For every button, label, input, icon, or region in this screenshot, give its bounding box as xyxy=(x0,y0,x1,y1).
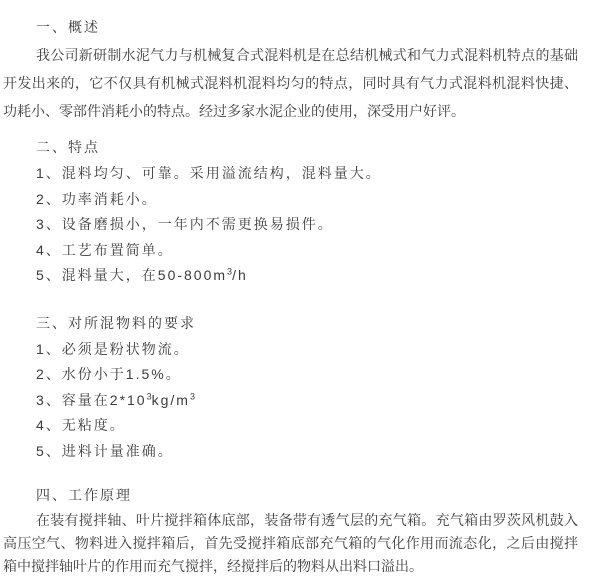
section-heading-features: 二、特点 xyxy=(36,139,100,155)
section-heading-overview: 一、概述 xyxy=(36,19,100,35)
section-working-principle xyxy=(3,481,578,578)
list-item: 5、进料计量准确。 xyxy=(36,442,174,459)
list-item: 1、必须是粉状物流。 xyxy=(36,340,190,357)
section-heading-working-principle: 四、工作原理 xyxy=(36,487,132,503)
superscript-3: 3 xyxy=(189,390,195,401)
capacity-text: 5、混料量大，在50-800m xyxy=(36,267,228,283)
paragraph-line: 我公司新研制水泥气力与机械复合式混料机是在总结机械式和气力式混料机特点的基础 xyxy=(36,47,578,63)
list-item-density xyxy=(3,388,578,414)
capacity-unit: /h xyxy=(232,267,248,283)
list-item: 2、水份小于1.5%。 xyxy=(36,366,182,382)
list-item: 4、无粘度。 xyxy=(36,417,126,433)
paragraph-line: 功耗小、零部件消耗小的特点。经过多家水泥企业的使用，深受用户好评。 xyxy=(3,103,465,119)
list-item: 3、设备磨损小，一年内不需更换易损件。 xyxy=(36,216,334,232)
superscript-3: 3 xyxy=(227,266,233,277)
paragraph-line: 高压空气、物料进入搅拌箱后，首先受搅拌箱底部充气箱的气化作用而流态化，之后由搅拌 xyxy=(3,535,578,551)
section-overview xyxy=(3,13,578,125)
list-item-capacity xyxy=(3,263,578,289)
density-text: 3、容量在2*10 xyxy=(36,391,147,408)
paragraph-line: 开发出来的，它不仅具有机械式混料机混料均匀的特点，同时具有气力式混料机混料快捷、 xyxy=(3,75,578,91)
list-item: 2、功率消耗小。 xyxy=(36,190,158,207)
section-features xyxy=(3,133,578,289)
paragraph-line: 箱中搅拌轴叶片的作用而充气搅拌，经搅拌后的物料从出料口溢出。 xyxy=(3,558,423,574)
section-heading-material-requirements: 三、对所混物料的要求 xyxy=(36,314,196,331)
superscript-3: 3 xyxy=(146,390,152,401)
section-material-requirements xyxy=(3,309,578,465)
list-item: 4、工艺布置简单。 xyxy=(36,241,174,258)
list-item: 1、混料均匀、可靠。采用溢流结构，混料量大。 xyxy=(36,165,382,181)
density-unit: kg/m xyxy=(151,391,190,408)
paragraph-line: 在装有搅拌轴、叶片搅拌箱体底部，装备带有透气层的充气箱。充气箱由罗茨风机鼓入 xyxy=(36,512,578,528)
